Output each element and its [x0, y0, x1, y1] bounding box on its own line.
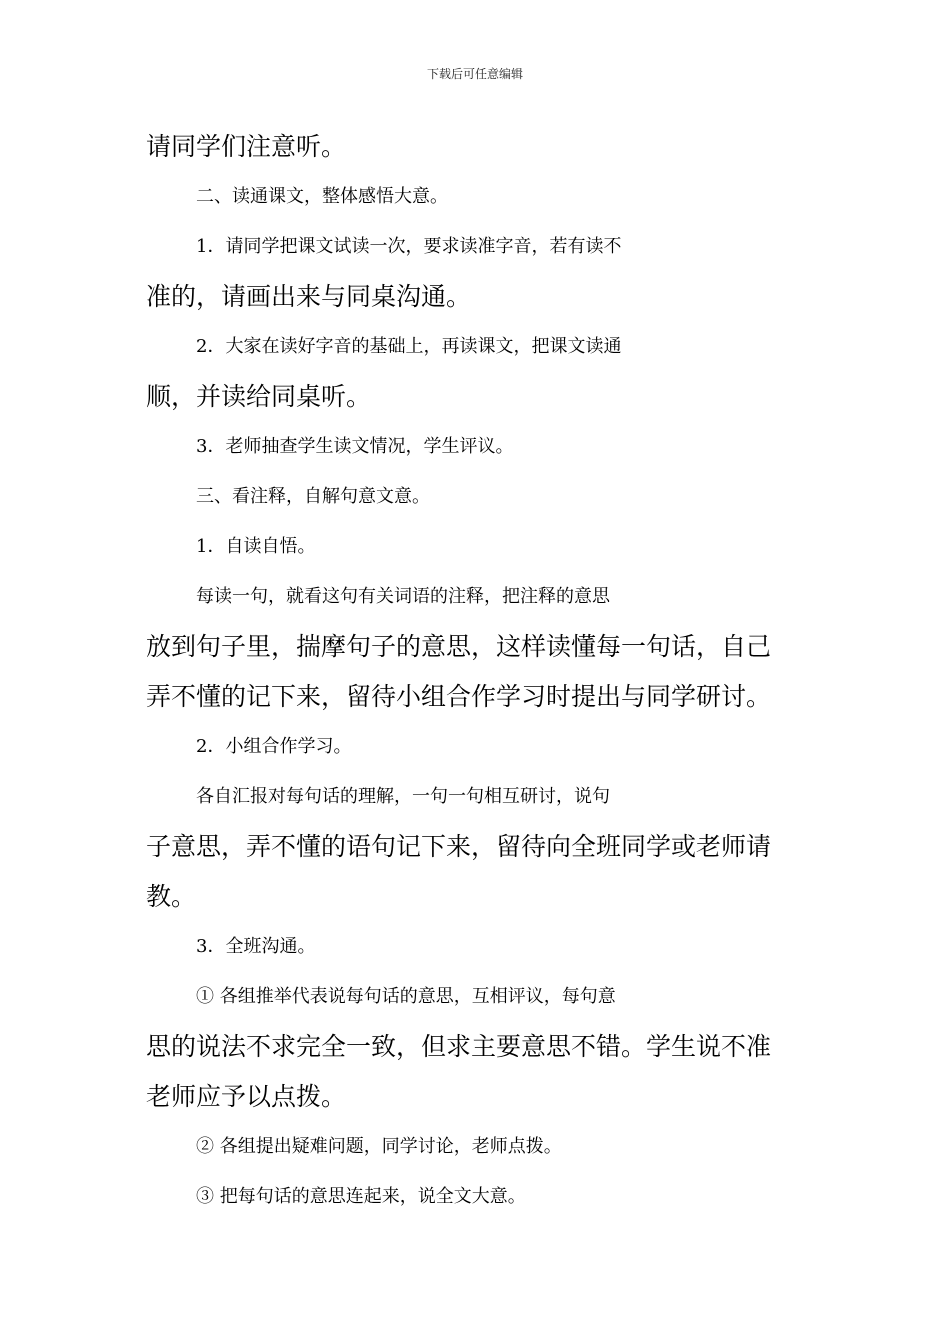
- text-line: 每读一句，就看这句有关词语的注释，把注释的意思: [196, 586, 610, 607]
- text-line: 教。: [146, 882, 197, 911]
- text-line: 思的说法不求完全一致，但求主要意思不错。学生说不准: [146, 1032, 772, 1061]
- text-line: 1．请同学把课文试读一次，要求读准字音，若有读不: [196, 236, 622, 257]
- text-line: 1．自读自悟。: [196, 536, 316, 557]
- text-line: 准的，请画出来与同桌沟通。: [146, 282, 472, 311]
- text-line: 请同学们注意听。: [146, 132, 347, 161]
- document-body: [146, 122, 808, 1222]
- text-line: 2．大家在读好字音的基础上，再读课文，把课文读通: [196, 336, 622, 357]
- page-header: 下载后可任意编辑: [426, 67, 523, 81]
- text-line: 放到句子里，揣摩句子的意思，这样读懂每一句话，自己: [146, 632, 772, 661]
- text-line: 子意思，弄不懂的语句记下来，留待向全班同学或老师请: [146, 832, 772, 861]
- text-line: 3．全班沟通。: [196, 936, 316, 957]
- text-line: ③ 把每句话的意思连起来，说全文大意。: [196, 1186, 526, 1207]
- text-line: 弄不懂的记下来，留待小组合作学习时提出与同学研讨。: [146, 682, 772, 711]
- text-line: 3．老师抽查学生读文情况，学生评议。: [196, 436, 514, 457]
- text-line: 老师应予以点拨。: [146, 1082, 347, 1111]
- text-line: ② 各组提出疑难问题，同学讨论，老师点拨。: [196, 1136, 562, 1157]
- text-line: 顺，并读给同桌听。: [146, 382, 372, 411]
- text-line: ① 各组推举代表说每句话的意思，互相评议，每句意: [196, 986, 616, 1007]
- text-line: 各自汇报对每句话的理解，一句一句相互研讨，说句: [196, 786, 610, 807]
- section-heading: 二、读通课文，整体感悟大意。: [196, 186, 448, 207]
- section-heading: 三、看注释，自解句意文意。: [196, 486, 430, 507]
- text-line: 2．小组合作学习。: [196, 736, 352, 757]
